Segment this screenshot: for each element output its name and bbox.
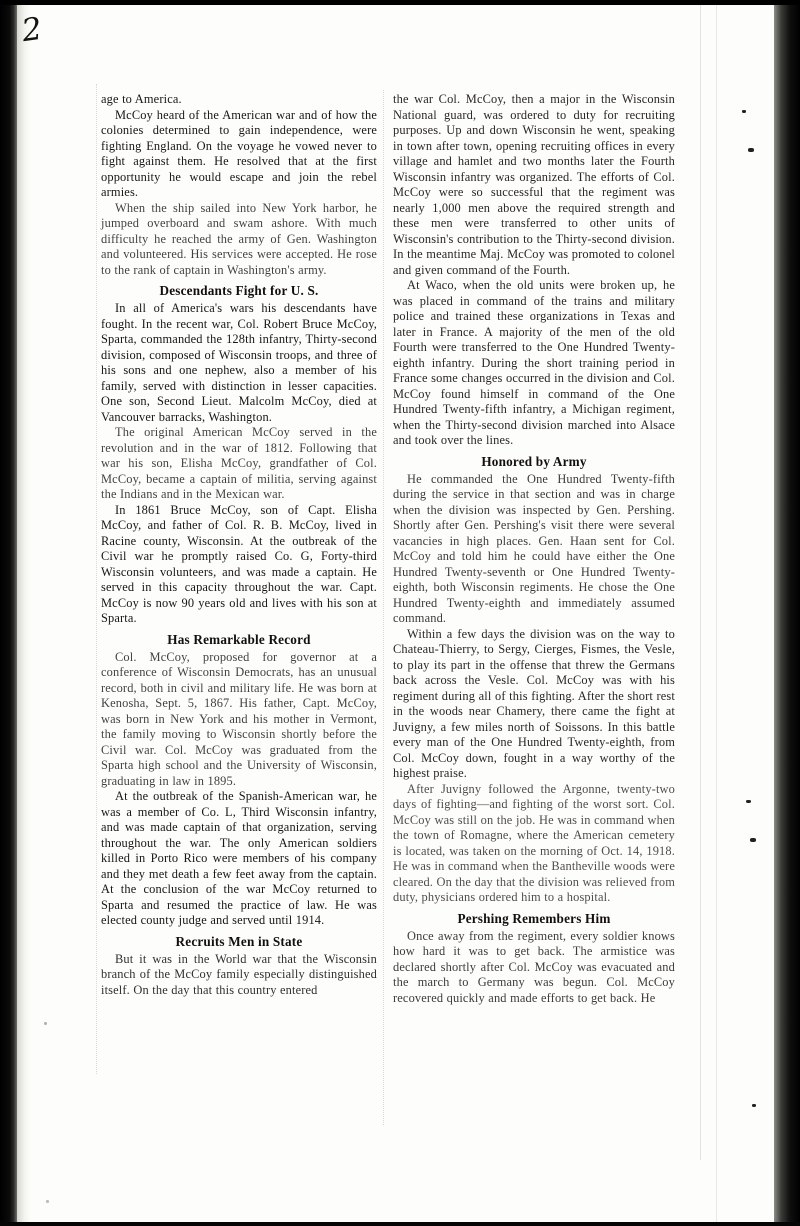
- article-paragraph: Within a few days the division was on the way to Chateau-Thierry, to Sergy, Cierges, Fismes, the Vesle, to play its part in the offense that threw the Germans back across the Vesle. Col. McCoy was with his regiment during all of this fighting. After the short rest in the woods near Chamery, there came the fight at Juvigny, a few miles north of Soissons. In this battle every man of the One Hundred Twenty-eighth, from Col. McCoy down, fought in a way worthy of the highest praise.: [393, 626, 675, 780]
- article-paragraph: In 1861 Bruce McCoy, son of Capt. Elisha McCoy, and father of Col. R. B. McCoy, lived in Racine county, Wisconsin. At the outbreak of the Civil war he promptly raised Co. G, Forty-third Wisconsin volunteers, and was made a captain. He served in this capacity throughout the war. Capt. McCoy is now 90 years old and lives with his son at Sparta.: [101, 502, 377, 625]
- clipping-edge-rule: [716, 0, 717, 1226]
- article-paragraph: At Waco, when the old units were broken up, he was placed in command of the trains and military police and trained these organizations in Texas and later in France. A majority of the men of the old Fourth were transferred to the One Hundred Twenty-eighth infantry. During the short training period in France some changes occurred in the division and Col. McCoy found himself in command of the One Hundred Twenty-fifth infantry, a Michigan regiment, when the Thirty-second division marched into Alsace and took over the lines.: [393, 278, 675, 447]
- scan-edge-left: [0, 0, 17, 1226]
- handwritten-page-number: 2: [19, 10, 44, 50]
- dust-speck: [748, 148, 754, 152]
- column-right: [393, 92, 675, 1006]
- article-paragraph: After Juvigny followed the Argonne, twenty-two days of fighting—and fighting of the worst sort. Col. McCoy was still on the job. He was in command when the town of Romagne, where the American cemetery is located, was taken on the morning of Oct. 14, 1918. He was in command when the Bantheville woods were cleared. On the day that the division was relieved from duty, physicians ordered him to a hospital.: [393, 781, 675, 904]
- dust-speck: [746, 800, 751, 803]
- article-paragraph: When the ship sailed into New York harbor, he jumped overboard and swam ashore. With much difficulty he reached the army of Gen. Washington and volunteered. His services were accepted. He rose to the rank of captain in Washington's army.: [101, 200, 377, 277]
- section-subhead: Honored by Army: [481, 453, 587, 469]
- scan-edge-bottom: [0, 1222, 800, 1226]
- dust-speck: [752, 1104, 756, 1107]
- dust-speck: [46, 1200, 49, 1203]
- article-paragraph: The original American McCoy served in the revolution and in the war of 1812. Following that war his son, Elisha McCoy, grandfather of Col. McCoy, became a captain of militia, serving against the Indians and in the Mexican war.: [101, 425, 377, 501]
- article-columns: [101, 92, 691, 1006]
- scan-edge-right: [774, 0, 800, 1226]
- article-paragraph: But it was in the World war that the Wisconsin branch of the McCoy family especially distinguished itself. On the day that this country entered: [101, 951, 377, 997]
- column-rule-right: [700, 0, 701, 1160]
- dust-speck: [44, 1022, 47, 1025]
- article-paragraph: He commanded the One Hundred Twenty-fifth during the service in that section and was in charge when the division was inspected by Gen. Pershing. Shortly after Gen. Pershing's visit there were several vacancies in high places. Gen. Haan sent for Col. McCoy and told him he could have either the One Hundred Twenty-seventh or One Hundred Twenty-eighth, both Wisconsin regiments. He chose the One Hundred Twenty-eighth and immediately assumed command.: [393, 471, 675, 625]
- article-paragraph: age to America.: [101, 92, 182, 106]
- dust-speck: [742, 110, 746, 113]
- article-paragraph: Once away from the regiment, every soldier knows how hard it was to get back. The armistice was declared shortly after Col. McCoy was evacuated and the march to Germany was begun. Col. McCoy recovered quickly and made efforts to get back. He: [393, 928, 675, 1005]
- column-left: [101, 92, 377, 1006]
- article-paragraph: At the outbreak of the Spanish-American war, he was a member of Co. L, Third Wisconsin infantry, and was made captain of that organization, serving throughout the war. The only American soldiers killed in Porto Rico were members of his company and they met death a few feet away from the captain. At the conclusion of the war McCoy returned to Sparta and resumed the practice of law. He was elected county judge and served until 1914.: [101, 789, 377, 927]
- section-subhead: Descendants Fight for U. S.: [159, 283, 319, 298]
- paper-curl-highlight: [17, 0, 31, 1226]
- column-rule-left: [96, 84, 98, 1074]
- article-paragraph: McCoy heard of the American war and of how the colonies determined to gain independence, were fighting England. On the voyage he vowed never to fight against them. He resolved that at the first opportunity he would escape and join the rebel armies.: [101, 107, 377, 199]
- article-paragraph: Col. McCoy, proposed for governor at a conference of Wisconsin Democrats, has an unusual record, both in civil and military life. He was born at Kenosha, Sept. 5, 1867. His father, Capt. McCoy, was born in New York and his mother in Vermont, the family moving to Wisconsin shortly before the Civil war. Col. McCoy was graduated from the Sparta high school and the University of Wisconsin, graduating in law in 1895.: [101, 649, 377, 788]
- scan-edge-top: [0, 0, 800, 5]
- section-subhead: Recruits Men in State: [175, 933, 303, 949]
- article-paragraph: In all of America's wars his descendants have fought. In the recent war, Col. Robert Bruce McCoy, Sparta, commanded the 128th infantry, Thirty-second division, composed of Wisconsin troops, and three of his sons and one nephew, also a member of his family, served with distinction in lesser capacities. One son, Second Lieut. Malcolm McCoy, died at Vancouver barracks, Washington.: [101, 301, 377, 424]
- section-subhead: Has Remarkable Record: [167, 631, 311, 647]
- article-paragraph: the war Col. McCoy, then a major in the Wisconsin National guard, was ordered to duty for recruiting purposes. Up and down Wisconsin he went, speaking in town after town, opening recruiting offices in every village and hamlet and two months later the Fourth Wisconsin infantry was organized. The efforts of Col. McCoy were so successful that the regiment was nearly 1,000 men above the required strength and these men were transferred to other units of Wisconsin's contribution to the Thirty-second division. In the meantime Maj. McCoy was promoted to colonel and given command of the Fourth.: [393, 92, 675, 277]
- dust-speck: [750, 838, 756, 842]
- section-subhead: Pershing Remembers Him: [457, 910, 611, 926]
